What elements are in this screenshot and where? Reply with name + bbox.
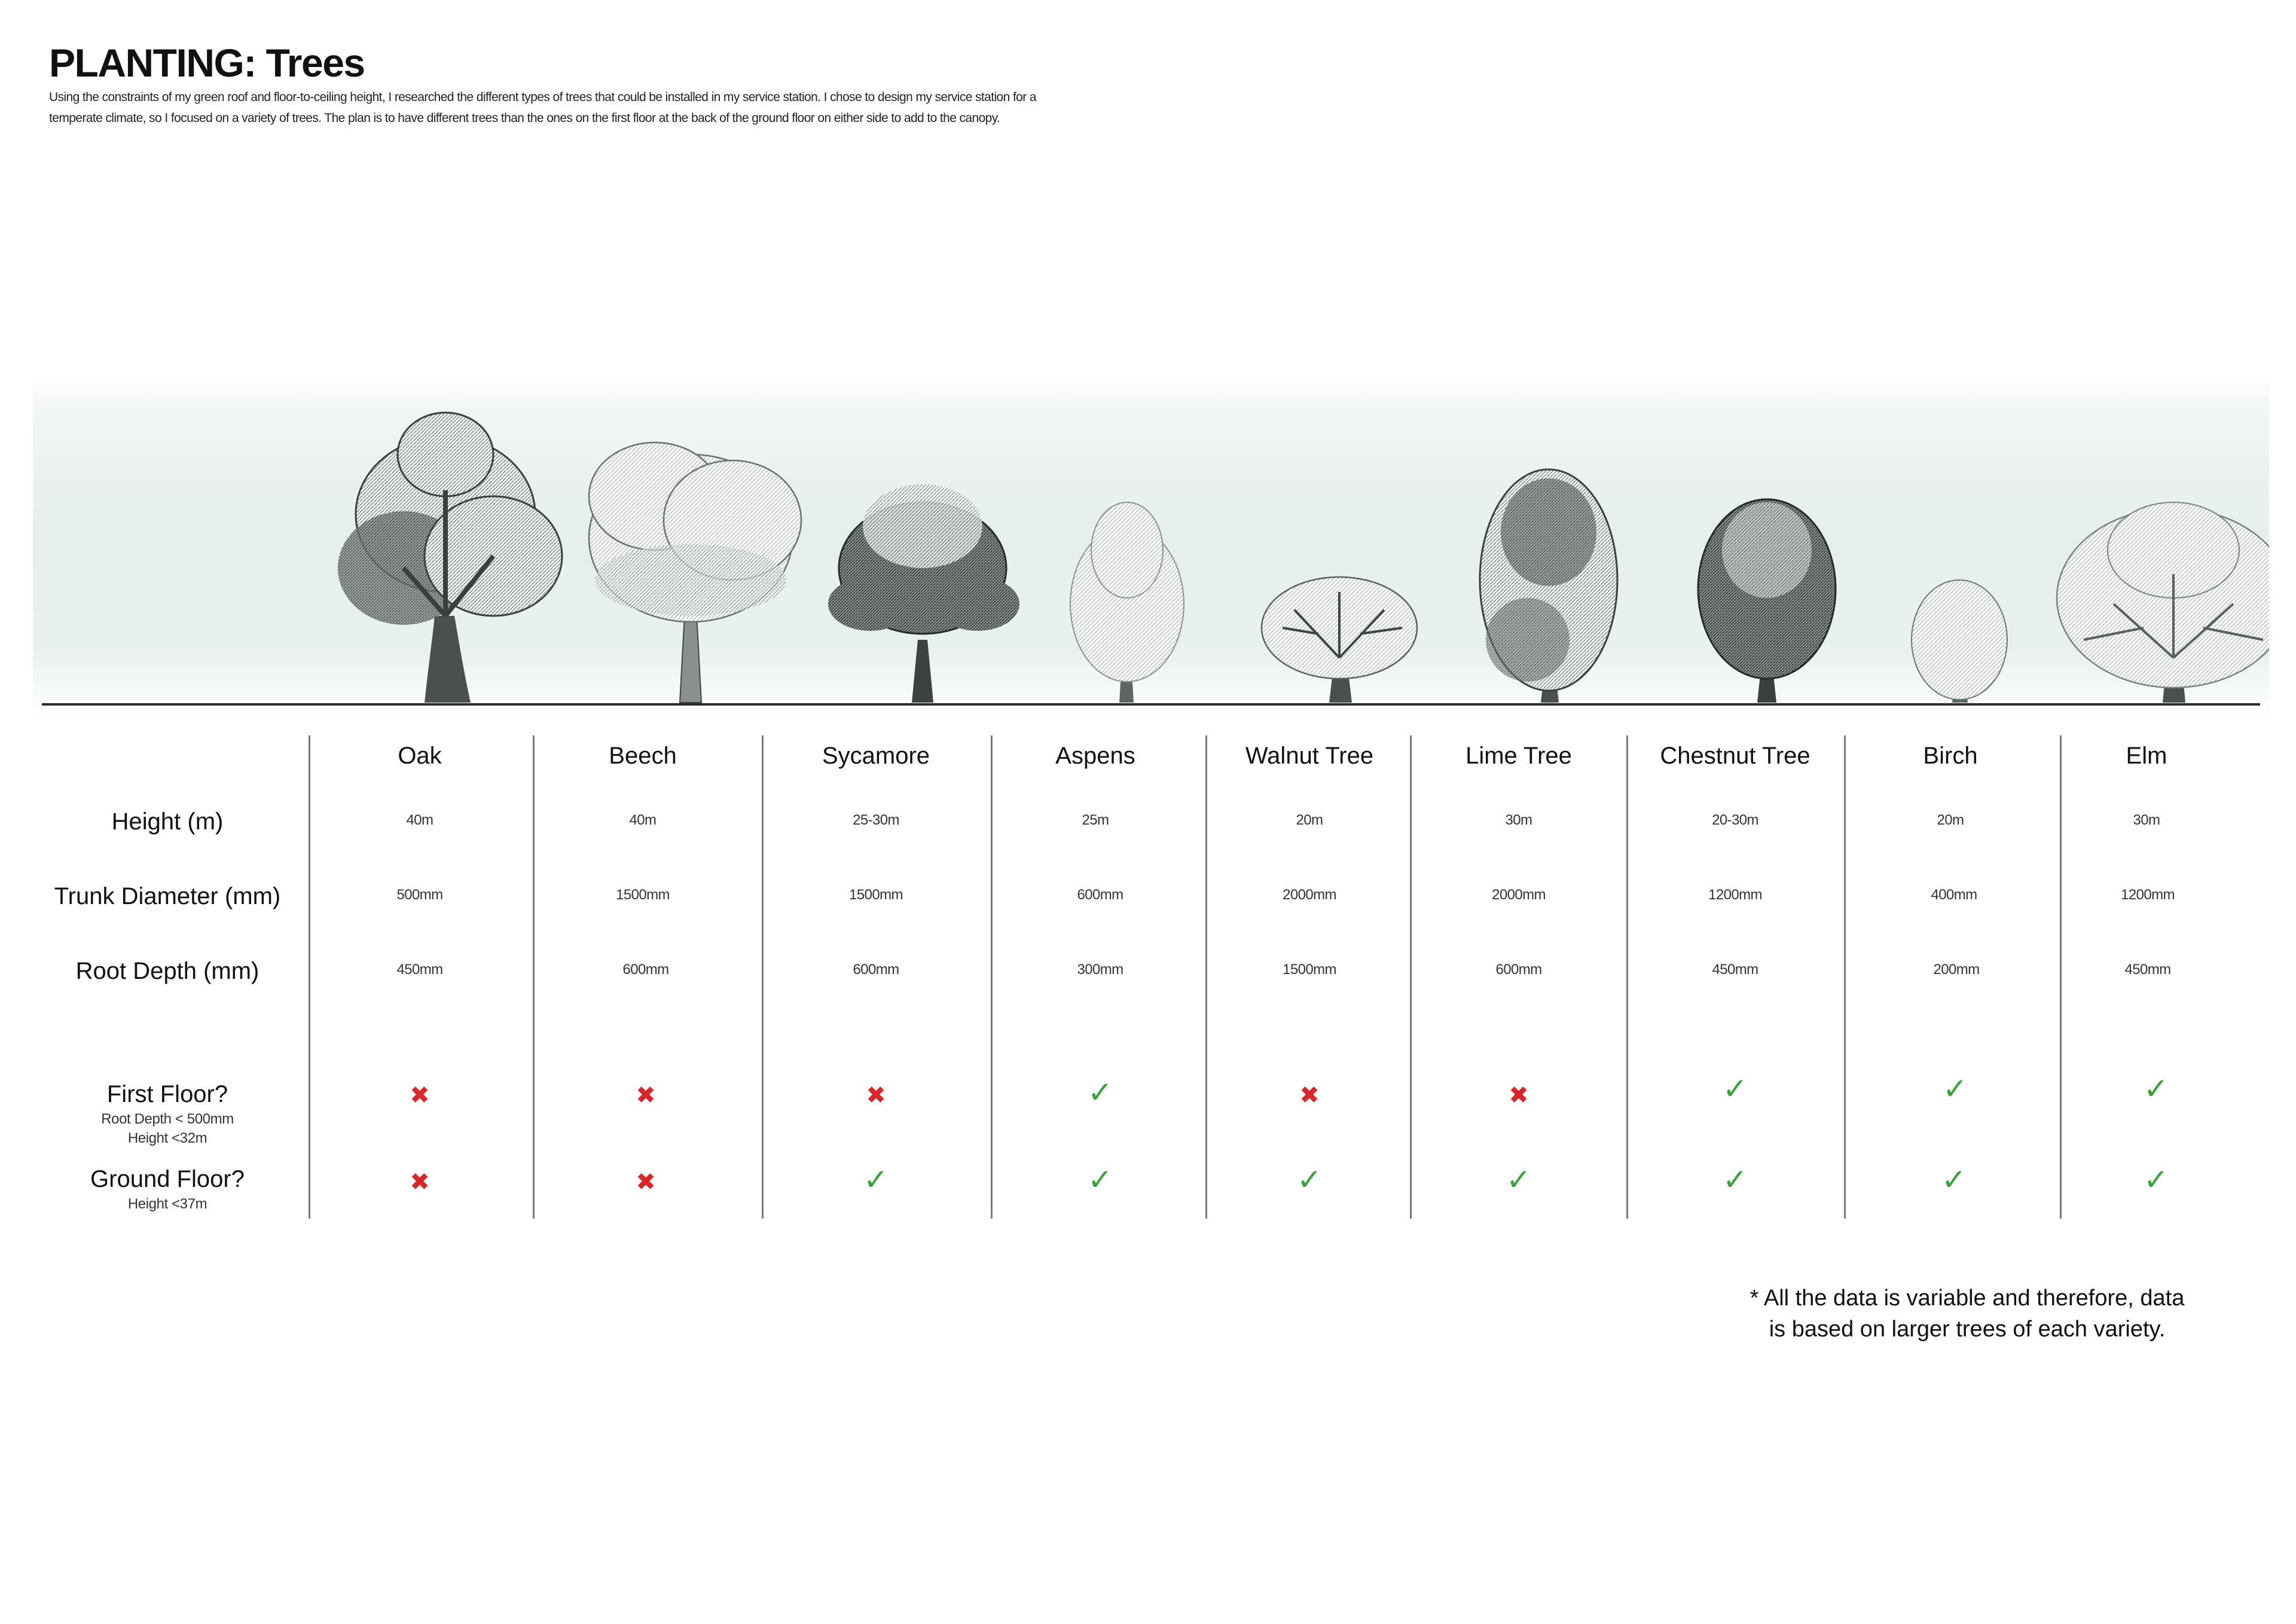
- ground-floor-mark-cross-icon: ✖: [636, 1169, 656, 1195]
- first-floor-mark-check-icon: ✓: [2144, 1072, 2169, 1106]
- elm-tree-icon: [2057, 502, 2269, 703]
- height-value: 30m: [2133, 812, 2160, 828]
- first-floor-mark-cross-icon: ✖: [636, 1082, 656, 1109]
- column-header-aspens: Aspens: [1055, 743, 1135, 769]
- walnut-tree-icon: [1262, 577, 1417, 703]
- column-header-walnut-tree: Walnut Tree: [1245, 743, 1374, 769]
- tree-illustrations: [33, 377, 2269, 718]
- trunk-diameter-value: 500mm: [396, 887, 443, 903]
- column-divider: [1410, 735, 1412, 1219]
- sycamore-tree-icon: [828, 484, 1019, 703]
- column-header-chestnut-tree: Chestnut Tree: [1660, 743, 1810, 769]
- footnote: [1698, 1283, 2236, 1345]
- first-floor-mark-check-icon: ✓: [1088, 1076, 1113, 1109]
- height-value: 25-30m: [853, 812, 899, 828]
- height-value: 40m: [406, 812, 433, 828]
- height-value: 40m: [629, 812, 657, 828]
- column-divider: [1844, 735, 1846, 1219]
- trunk-diameter-value: 1500mm: [849, 887, 903, 903]
- column-header-birch: Birch: [1923, 743, 1978, 769]
- root-depth-value: 600mm: [1495, 961, 1542, 978]
- footnote-line-2: is based on larger trees of each variety.: [1769, 1317, 2166, 1342]
- ground-floor-mark-check-icon: ✓: [863, 1163, 889, 1196]
- column-header-lime-tree: Lime Tree: [1465, 743, 1572, 769]
- root-depth-value: 450mm: [2124, 961, 2171, 978]
- row-label-first-floor: First Floor?: [106, 1081, 228, 1107]
- first-floor-height-criterion: Height <32m: [127, 1130, 207, 1146]
- tree-comparison-table: [0, 735, 2296, 1226]
- tree-illustration-panel: [33, 377, 2269, 718]
- page-title: PLANTING: Trees: [49, 41, 365, 85]
- root-depth-value: 450mm: [1712, 961, 1758, 978]
- column-divider: [1626, 735, 1628, 1219]
- trunk-diameter-value: 600mm: [1077, 887, 1123, 903]
- row-label-height: Height (m): [111, 808, 224, 835]
- aspen-tree-icon: [1070, 502, 1184, 703]
- root-depth-value: 300mm: [1077, 961, 1123, 978]
- chestnut-tree-icon: [1698, 499, 1836, 703]
- column-divider: [533, 735, 535, 1219]
- column-header-beech: Beech: [609, 743, 677, 769]
- beech-tree-icon: [589, 442, 801, 703]
- row-label-trunk-diameter: Trunk Diameter (mm): [54, 883, 281, 909]
- height-value: 20m: [1296, 812, 1323, 828]
- ground-floor-mark-check-icon: ✓: [1941, 1163, 1967, 1196]
- first-floor-root-criterion: Root Depth < 500mm: [101, 1111, 234, 1127]
- ground-floor-mark-check-icon: ✓: [1506, 1163, 1531, 1196]
- ground-floor-mark-check-icon: ✓: [1297, 1163, 1322, 1196]
- row-label-ground-floor: Ground Floor?: [90, 1166, 245, 1192]
- trunk-diameter-value: 1500mm: [616, 887, 670, 903]
- height-value: 20-30m: [1712, 812, 1758, 828]
- first-floor-mark-cross-icon: ✖: [410, 1082, 430, 1109]
- column-divider: [2060, 735, 2062, 1219]
- column-header-oak: Oak: [398, 743, 442, 769]
- first-floor-mark-cross-icon: ✖: [866, 1082, 886, 1109]
- ground-floor-mark-cross-icon: ✖: [410, 1169, 430, 1195]
- trunk-diameter-value: 2000mm: [1283, 887, 1336, 903]
- row-label-root-depth: Root Depth (mm): [75, 958, 259, 984]
- root-depth-value: 600mm: [853, 961, 899, 978]
- footnote-line-1: * All the data is variable and therefore, data: [1750, 1286, 2185, 1311]
- ground-floor-mark-check-icon: ✓: [1723, 1163, 1748, 1196]
- root-depth-value: 1500mm: [1283, 961, 1336, 978]
- column-divider: [1205, 735, 1207, 1219]
- first-floor-mark-cross-icon: ✖: [1509, 1082, 1529, 1109]
- intro-paragraph: Using the constraints of my green roof and floor-to-ceiling height, I researched the different types of trees that could be installed in my service station. I chose to design my service station for a temperate climate, so I focused on a variety of trees. The plan is to have different trees than the ones on the first floor at the back of the ground floor on either side to add to the canopy.: [49, 90, 1036, 125]
- root-depth-value: 600mm: [622, 961, 669, 978]
- lime-tree-icon: [1480, 469, 1617, 703]
- ground-floor-mark-check-icon: ✓: [2144, 1163, 2169, 1196]
- ground-floor-height-criterion: Height <37m: [127, 1196, 207, 1212]
- oak-tree-icon: [338, 413, 562, 703]
- height-value: 25m: [1082, 812, 1109, 828]
- trunk-diameter-value: 2000mm: [1492, 887, 1546, 903]
- birch-tree-icon: [1912, 580, 2007, 703]
- trunk-diameter-value: 1200mm: [2121, 887, 2175, 903]
- root-depth-value: 200mm: [1933, 961, 1980, 978]
- root-depth-value: 450mm: [396, 961, 443, 978]
- column-divider: [762, 735, 764, 1219]
- first-floor-mark-cross-icon: ✖: [1299, 1082, 1320, 1109]
- first-floor-mark-check-icon: ✓: [1723, 1072, 1748, 1106]
- trunk-diameter-value: 1200mm: [1708, 887, 1762, 903]
- column-header-elm: Elm: [2126, 743, 2167, 769]
- first-floor-mark-check-icon: ✓: [1943, 1072, 1968, 1106]
- column-divider: [991, 735, 993, 1219]
- height-value: 30m: [1505, 812, 1532, 828]
- trunk-diameter-value: 400mm: [1931, 887, 1977, 903]
- ground-floor-mark-check-icon: ✓: [1088, 1163, 1113, 1196]
- column-header-sycamore: Sycamore: [822, 743, 930, 769]
- height-value: 20m: [1937, 812, 1964, 828]
